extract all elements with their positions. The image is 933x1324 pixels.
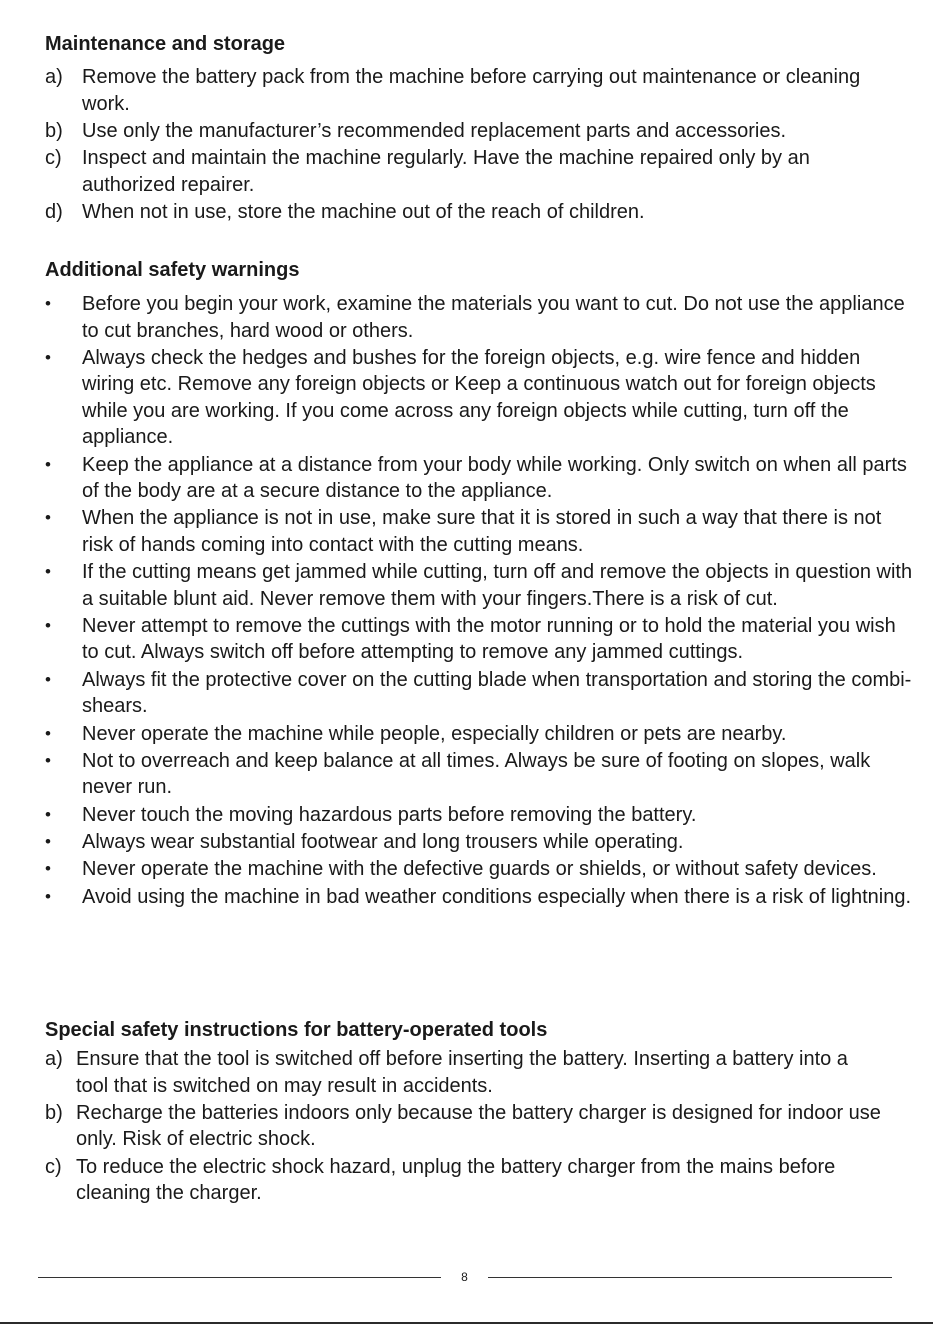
list-item bbox=[45, 345, 915, 451]
list-marker: c) bbox=[45, 147, 62, 170]
list-item bbox=[45, 64, 905, 117]
list-marker: a) bbox=[45, 66, 63, 88]
list-item bbox=[45, 118, 905, 145]
list-item-text: Always check the hedges and bushes for the foreign objects, e.g. wire fence and hidden wiring etc. Remove any foreign objects or Keep a continuous watch out for foreign objects while you are working. If you come across any foreign objects while cutting, turn off the appliance. bbox=[82, 346, 876, 449]
list-item-text: Ensure that the tool is switched off before inserting the battery. Inserting a battery into a tool that is switched on may result in accidents. bbox=[76, 1048, 848, 1097]
footer-divider-right bbox=[488, 1277, 892, 1278]
list-item-text: When not in use, store the machine out of the reach of children. bbox=[82, 200, 645, 223]
battery-tools-list bbox=[45, 1046, 885, 1207]
bullet-marker: • bbox=[45, 347, 51, 367]
list-item bbox=[45, 1046, 885, 1099]
list-item-text: Avoid using the machine in bad weather conditions especially when there is a risk of lightning. bbox=[82, 885, 912, 908]
bullet-marker: • bbox=[45, 454, 51, 474]
page-number: 8 bbox=[461, 1270, 468, 1284]
additional-safety-list bbox=[45, 291, 915, 911]
bullet-marker: • bbox=[45, 669, 51, 689]
list-item bbox=[45, 145, 905, 198]
list-marker: c) bbox=[45, 1155, 62, 1178]
bullet-marker: • bbox=[45, 615, 51, 635]
bullet-marker: • bbox=[45, 723, 51, 743]
list-item-text: Not to overreach and keep balance at all times. Always be sure of footing on slopes, walk never run. bbox=[82, 749, 871, 799]
list-item bbox=[45, 452, 915, 505]
bullet-marker: • bbox=[45, 886, 51, 906]
list-item-text: Always fit the protective cover on the cutting blade when transportation and storing the combi-shears. bbox=[82, 668, 912, 718]
bullet-marker: • bbox=[45, 508, 51, 528]
list-item-text: Never touch the moving hazardous parts before removing the battery. bbox=[82, 803, 697, 826]
list-item-text: Never operate the machine while people, especially children or pets are nearby. bbox=[82, 722, 787, 745]
list-item bbox=[45, 1100, 885, 1153]
list-item-text: When the appliance is not in use, make sure that it is stored in such a way that there is not risk of hands coming into contact with the cutting means. bbox=[82, 507, 882, 556]
list-item bbox=[45, 291, 915, 344]
list-marker: d) bbox=[45, 200, 63, 223]
footer-divider-left bbox=[38, 1277, 441, 1278]
list-marker: b) bbox=[45, 119, 63, 142]
bullet-marker: • bbox=[45, 831, 51, 851]
list-item bbox=[45, 613, 915, 666]
list-item-text: To reduce the electric shock hazard, unplug the battery charger from the mains before cleaning the charger. bbox=[76, 1155, 836, 1205]
list-item-text: Always wear substantial footwear and long trousers while operating. bbox=[82, 830, 684, 853]
list-item bbox=[45, 748, 915, 801]
list-item-text: Remove the battery pack from the machine before carrying out maintenance or cleaning work. bbox=[82, 66, 861, 115]
list-item bbox=[45, 667, 915, 720]
list-item bbox=[45, 505, 915, 558]
list-item-text: Never operate the machine with the defective guards or shields, or without safety devices. bbox=[82, 858, 877, 881]
section-heading-maintenance: Maintenance and storage bbox=[45, 33, 286, 55]
section-heading-additional-safety: Additional safety warnings bbox=[45, 259, 300, 281]
list-item-text: Before you begin your work, examine the materials you want to cut. Do not use the appliance to cut branches, hard wood or others. bbox=[82, 293, 905, 342]
list-item-text: Never attempt to remove the cuttings with the motor running or to hold the material you wish to cut. Always switch off before attempting to remove any jammed cuttings. bbox=[82, 614, 896, 664]
list-item bbox=[45, 856, 915, 883]
list-item-text: Inspect and maintain the machine regularly. Have the machine repaired only by an authorized repairer. bbox=[82, 147, 810, 196]
list-marker: b) bbox=[45, 1101, 63, 1124]
list-marker: a) bbox=[45, 1048, 63, 1070]
list-item bbox=[45, 802, 915, 829]
list-item bbox=[45, 721, 915, 748]
list-item bbox=[45, 884, 915, 911]
list-item bbox=[45, 829, 915, 856]
bullet-marker: • bbox=[45, 859, 51, 879]
list-item bbox=[45, 199, 905, 226]
list-item-text: Recharge the batteries indoors only because the battery charger is designed for indoor use only. Risk of electric shock. bbox=[76, 1101, 881, 1151]
list-item-text: If the cutting means get jammed while cutting, turn off and remove the objects in question with a suitable blunt aid. Never remove them with your fingers.There is a risk of cut. bbox=[82, 561, 913, 610]
maintenance-list bbox=[45, 64, 905, 226]
list-item bbox=[45, 559, 915, 612]
list-item-text: Use only the manufacturer’s recommended replacement parts and accessories. bbox=[82, 119, 787, 142]
bullet-marker: • bbox=[45, 804, 51, 824]
bullet-marker: • bbox=[45, 750, 51, 770]
list-item-text: Keep the appliance at a distance from your body while working. Only switch on when all parts of the body are at a secure distance to the appliance. bbox=[82, 453, 907, 503]
section-heading-battery-tools: Special safety instructions for battery-operated tools bbox=[45, 1019, 548, 1041]
bullet-marker: • bbox=[45, 562, 51, 582]
list-item bbox=[45, 1154, 885, 1207]
bullet-marker: • bbox=[45, 294, 51, 313]
